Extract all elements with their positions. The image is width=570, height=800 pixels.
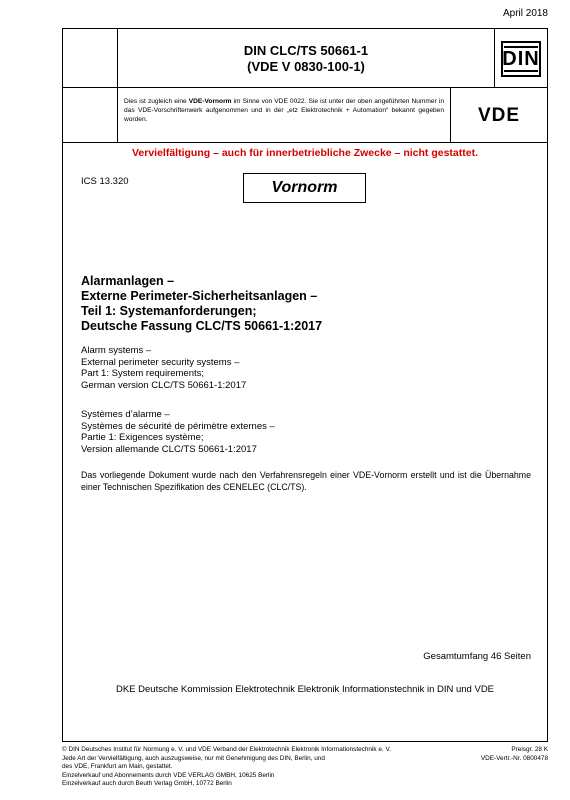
copy-warning: Vervielfältigung – auch für innerbetriebliche Zwecke – nicht gestattet.	[131, 147, 478, 159]
price-group: Preisgr. 28 K	[511, 746, 548, 753]
title-line: Systèmes d’alarme –	[81, 409, 170, 420]
din-logo-text: DIN	[502, 47, 540, 70]
standard-number-box	[118, 29, 495, 88]
header-row-top	[63, 29, 547, 88]
standard-number: DIN CLC/TS 50661-1	[243, 42, 369, 58]
title-german	[81, 274, 531, 334]
vde-number: (VDE V 0830-100-1)	[247, 58, 365, 74]
title-line: Partie 1: Exigences système;	[81, 432, 204, 443]
vde-logo-box	[451, 88, 547, 143]
footer-line: © DIN Deutsches Institut für Normung e. V. und VDE Verband der Elektrotechnik Elektronik Informationstechnik e. V.	[62, 746, 391, 753]
dke-line: DKE Deutsche Kommission Elektrotechnik Elektronik Informationstechnik in DIN und VDE	[115, 684, 495, 695]
footer-line: des VDE, Frankfurt am Main, gestattet.	[62, 763, 173, 770]
title-line: Externe Perimeter-Sicherheitsanlagen –	[81, 289, 318, 303]
vde-vornorm-term: VDE-Vornorm	[188, 98, 232, 105]
vde-logo: VDE	[477, 104, 521, 126]
title-line: External perimeter security systems –	[81, 356, 240, 368]
price-info	[481, 746, 548, 763]
title-line: German version CLC/TS 50661-1:2017	[81, 379, 247, 391]
footer-line: Jede Art der Vervielfältigung, auch auszugsweise, nur mit Genehmigung des DIN, Berlin, und	[62, 754, 325, 762]
vde-vertr-number: VDE-Vertr.-Nr. 0800478	[480, 754, 548, 762]
header-blank-cell	[63, 29, 118, 88]
title-line: Deutsche Fassung CLC/TS 50661-1:2017	[81, 319, 323, 333]
footer-line: Einzelverkauf und Abonnements durch VDE VERLAG GMBH, 10625 Berlin	[62, 771, 275, 779]
header-blank-cell	[63, 88, 118, 143]
footer-line: Einzelverkauf auch durch Beuth Verlag GmbH, 10772 Berlin	[62, 780, 232, 787]
issue-date: April 2018	[502, 8, 548, 19]
din-logo-box	[495, 29, 547, 88]
cover-frame	[62, 28, 548, 742]
title-line: Alarmanlagen –	[81, 274, 175, 288]
document-type: Vornorm	[271, 179, 338, 196]
copyright-notice	[62, 746, 442, 789]
document-type-box	[243, 173, 366, 203]
title-line: Systèmes de sécurité de périmètre externes –	[81, 420, 275, 432]
title-english	[81, 345, 531, 391]
total-pages: Gesamtumfang 46 Seiten	[423, 651, 531, 662]
title-line: Version allemande CLC/TS 50661-1:2017	[81, 443, 257, 455]
din-logo	[501, 41, 541, 77]
title-french	[81, 409, 531, 455]
header-row-bottom	[63, 88, 547, 143]
title-line: Part 1: System requirements;	[81, 368, 205, 379]
adoption-statement: Das vorliegende Dokument wurde nach den Verfahrensregeln einer VDE-Vornorm erstellt und ist die Übernahme einer Technischen Spezifikation des CENELEC (CLC/TS).	[81, 470, 531, 492]
ics-code: ICS 13.320	[81, 176, 129, 187]
title-line: Teil 1: Systemanforderungen;	[81, 304, 257, 318]
vde-note: Dies ist zugleich eine VDE-Vornorm im Sinne von VDE 0022. Sie ist unter der oben angeführten Nummer in das VDE-Vorschriftenwerk aufgenommen und in der „etz Elektrotechnik + Automation“ bekannt gegeben worden.	[118, 88, 451, 143]
title-line: Alarm systems –	[81, 345, 152, 356]
